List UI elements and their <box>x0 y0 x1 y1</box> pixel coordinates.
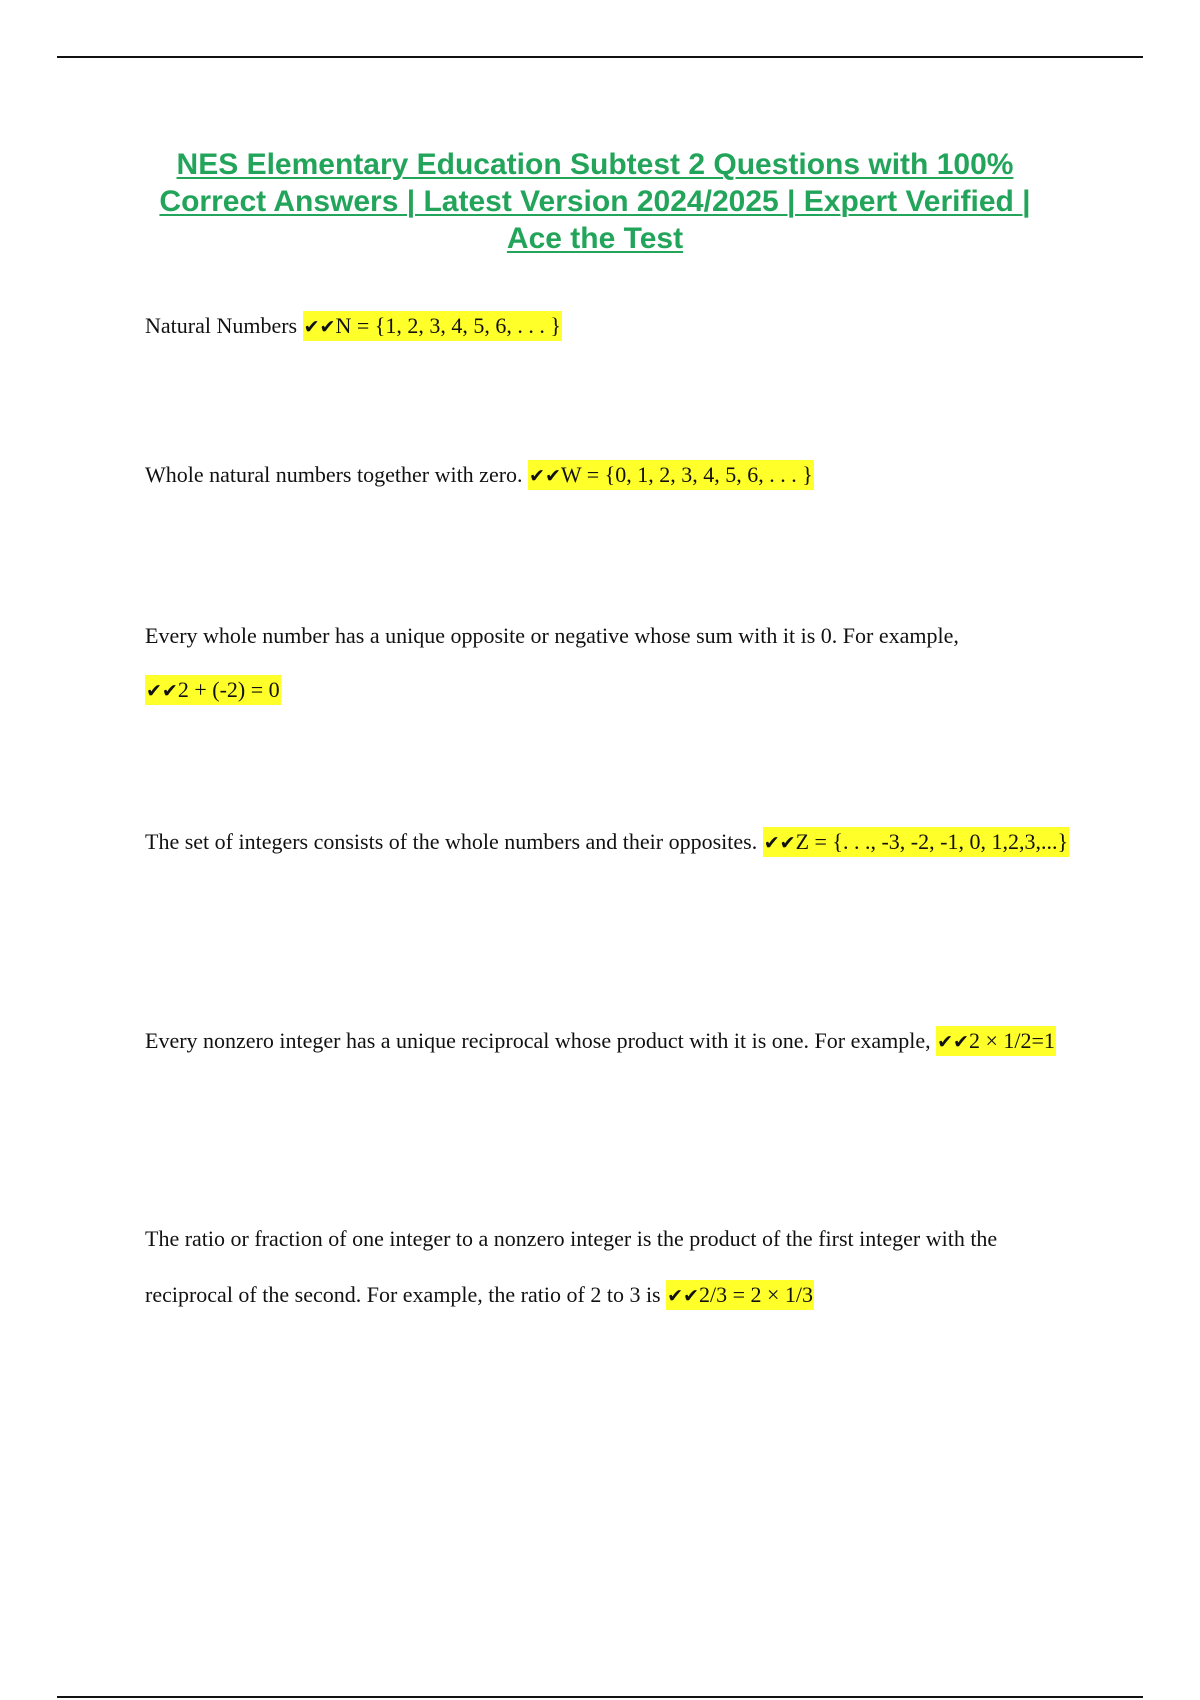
question-text: The set of integers consists of the whole numbers and their opposites. <box>145 829 758 854</box>
qa-item-natural-numbers <box>145 311 1090 342</box>
question-text: Every nonzero integer has a unique reciprocal whose product with it is one. For example, <box>145 1028 931 1053</box>
qa-item-reciprocal <box>145 1012 1090 1071</box>
answer-text: W = {0, 1, 2, 3, 4, 5, 6, . . . } <box>560 462 813 487</box>
question-text: The ratio or fraction of one integer to a nonzero integer is the product of the first integer with the reciprocal of the second. For example, the ratio of 2 to 3 is <box>145 1226 998 1307</box>
check-mark-icon: ✔✔ <box>937 1031 969 1053</box>
answer-text: 2/3 = 2 × 1/3 <box>698 1282 814 1307</box>
qa-item-opposites <box>145 609 1090 718</box>
question-text: Every whole number has a unique opposite or negative whose sum with it is 0. For example, <box>145 623 959 648</box>
question-text: Whole natural numbers together with zero. <box>145 462 523 487</box>
check-mark-icon: ✔✔ <box>146 680 178 702</box>
bottom-rule <box>57 1696 1143 1698</box>
answer-highlight <box>145 675 281 705</box>
answer-highlight <box>303 311 562 341</box>
qa-item-ratio <box>145 1211 1090 1324</box>
qa-item-integers <box>145 812 1090 873</box>
check-mark-icon: ✔✔ <box>667 1285 699 1307</box>
answer-text: Z = {. . ., -3, -2, -1, 0, 1,2,3,...} <box>795 829 1069 854</box>
qa-item-whole-numbers <box>145 460 1090 491</box>
answer-highlight <box>936 1026 1056 1056</box>
answer-highlight <box>666 1280 814 1310</box>
check-mark-icon: ✔✔ <box>303 316 336 338</box>
answer-highlight <box>528 460 814 490</box>
answer-text: N = {1, 2, 3, 4, 5, 6, . . . } <box>335 313 561 338</box>
document-title: NES Elementary Education Subtest 2 Questions with 100% Correct Answers | Latest Version 2024/2025 | Expert Verified | Ace the Test <box>159 148 1031 255</box>
check-mark-icon: ✔✔ <box>763 832 796 854</box>
answer-text: 2 × 1/2=1 <box>968 1028 1055 1053</box>
top-rule <box>57 56 1143 58</box>
answer-text: 2 + (-2) = 0 <box>177 677 280 702</box>
check-mark-icon: ✔✔ <box>529 465 561 487</box>
question-text: Natural Numbers <box>145 313 298 338</box>
answer-highlight <box>763 827 1069 857</box>
